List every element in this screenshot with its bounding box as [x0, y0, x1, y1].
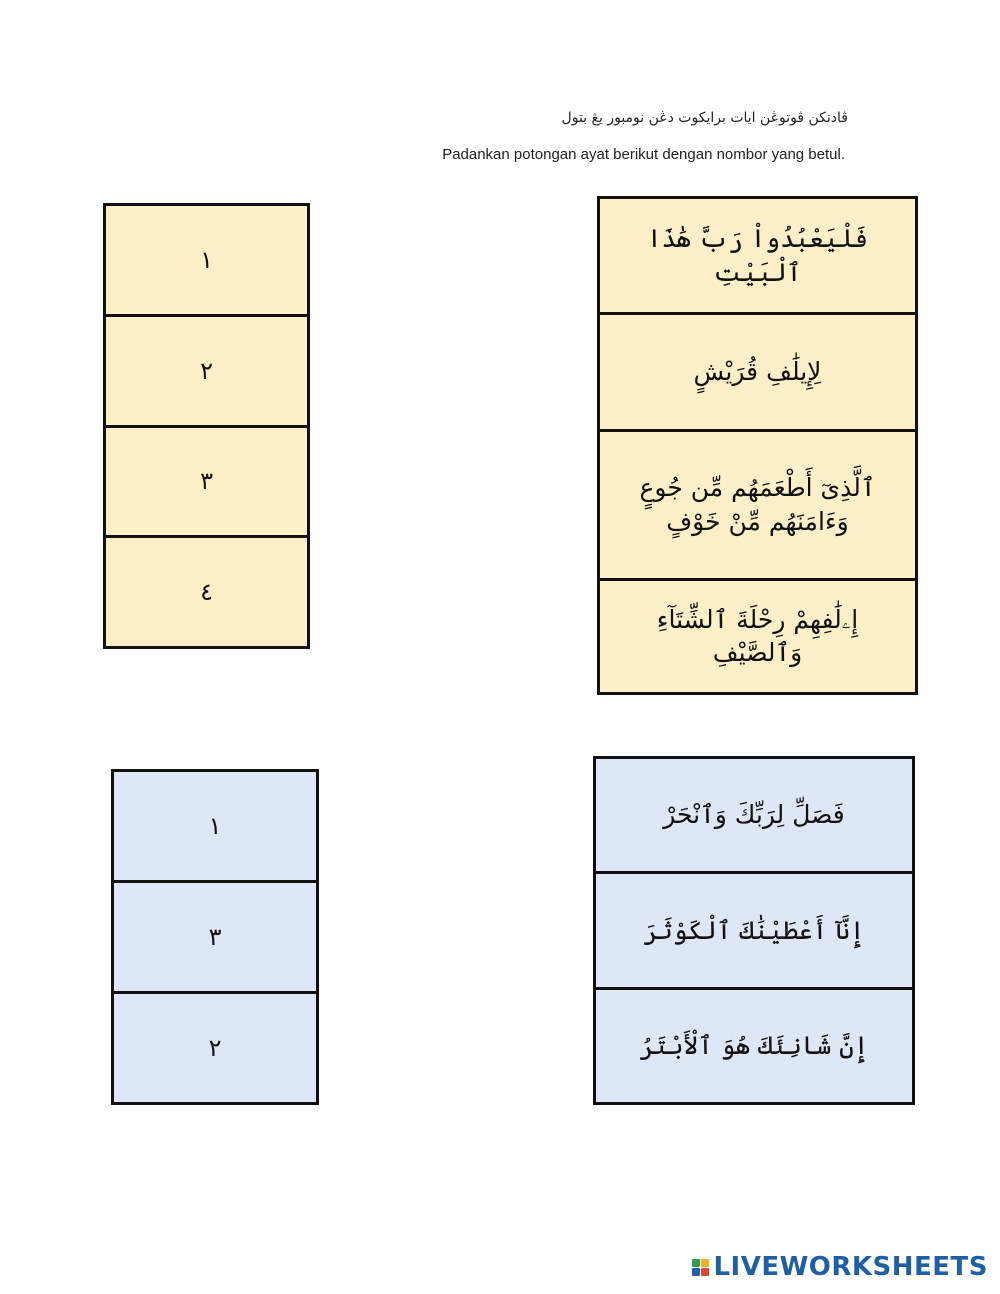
ayat-cell[interactable]: إِنَّآ أَعْطَيْنَٰكَ ٱلْكَوْثَرَ [596, 874, 912, 989]
number-cell[interactable]: ٢ [208, 1034, 222, 1062]
ayat-column-set1 [597, 196, 918, 695]
ayat-column-set2 [593, 756, 915, 1105]
ayat-cell[interactable]: لِإِيلَٰفِ قُرَيْشٍ [600, 315, 915, 431]
liveworksheets-logo [692, 1252, 988, 1282]
number-cell[interactable]: ٤ [200, 578, 213, 607]
instruction-jawi: ڤادنكن ڤوتوڠن ايات برايكوت دڠن نومبور يڠ بتول [561, 110, 848, 126]
number-cell[interactable]: ١ [106, 206, 307, 317]
number-cell[interactable]: ٢ [106, 317, 307, 428]
number-cell[interactable]: ١ [114, 772, 316, 883]
liveworksheets-logo-icon [692, 1259, 709, 1276]
number-column-set2 [111, 769, 319, 1105]
ayat-cell[interactable]: ٱلَّذِىٓ أَطْعَمَهُم مِّن جُوعٍ وَءَامَنَهُم مِّنْ خَوْفٍ [600, 432, 915, 581]
logo-text: LIVEWORKSHEETS [713, 1252, 988, 1282]
ayat-cell[interactable]: إِنَّ شَانِئَكَ هُوَ ٱلْأَبْتَرُ [639, 1030, 869, 1060]
ayat-cell[interactable]: فَلْيَعْبُدُواْ رَبَّ هَٰذَا ٱلْبَيْتِ [600, 199, 915, 315]
ayat-cell[interactable]: فَصَلِّ لِرَبِّكَ وَٱنْحَرْ [596, 759, 912, 874]
number-cell[interactable]: ٣ [114, 883, 316, 994]
ayat-cell[interactable]: إِۦلَٰفِهِمْ رِحْلَةَ ٱلشِّتَآءِ وَٱلصَّيْفِ [656, 604, 859, 668]
number-column-set1 [103, 203, 310, 649]
instruction-latin: Padankan potongan ayat berikut dengan nombor yang betul. [442, 146, 845, 163]
number-cell[interactable]: ٣ [106, 428, 307, 539]
